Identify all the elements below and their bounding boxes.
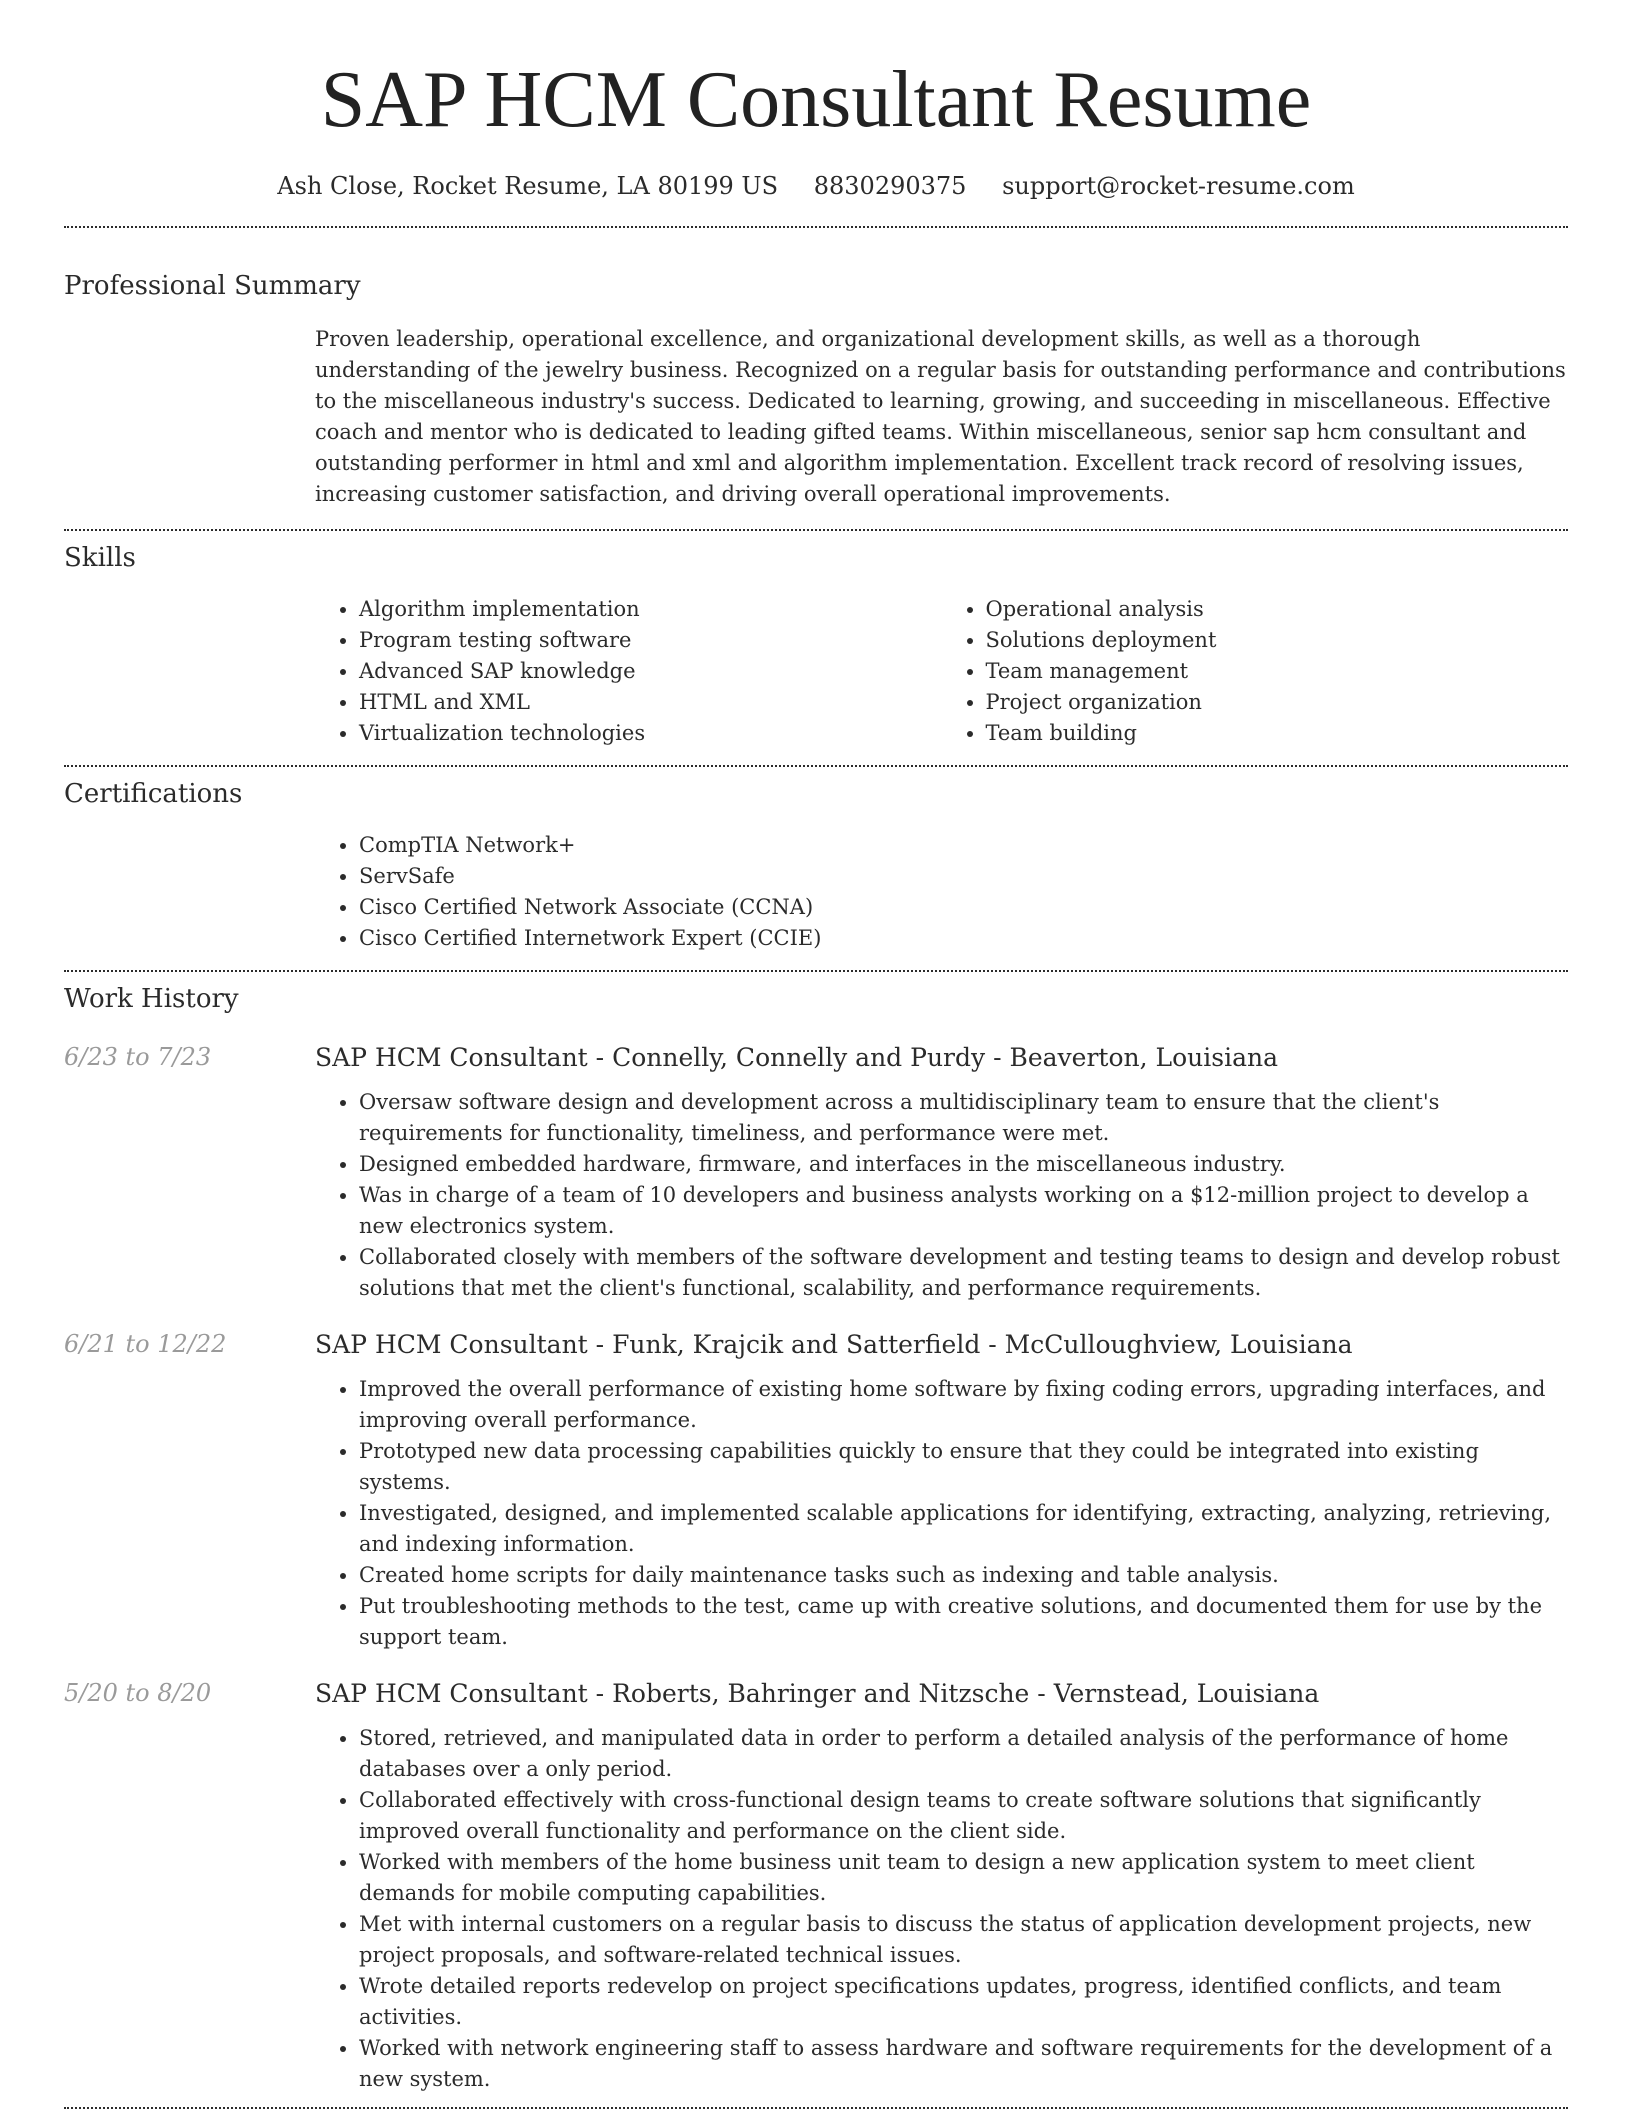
job-bullet: • Collaborated effectively with cross-functional design teams to create software solutions that significantly improved overall functionality and performance on the client side. xyxy=(359,1785,1568,1847)
work-history-heading: Work History xyxy=(64,984,239,1014)
contact-address: Ash Close, Rocket Resume, LA 80199 US xyxy=(277,172,779,200)
skill-item: • Solutions deployment xyxy=(986,625,1569,656)
job-header xyxy=(64,1326,1568,1362)
job-bullet: • Put troubleshooting methods to the test, came up with creative solutions, and documented them for use by the support team. xyxy=(359,1591,1568,1653)
certification-item: • Cisco Certified Network Associate (CCNA) xyxy=(359,892,1568,923)
section-divider xyxy=(64,226,1568,228)
resume-page xyxy=(64,0,1568,2109)
contact-email: support@rocket-resume.com xyxy=(1002,172,1355,200)
job-bullet: • Wrote detailed reports redevelop on project specifications updates, progress, identified conflicts, and team activities. xyxy=(359,1971,1568,2033)
skill-item: • Operational analysis xyxy=(986,594,1569,625)
job-bullet-list xyxy=(315,1374,1568,1653)
job-duties xyxy=(315,1723,1568,2095)
skill-item: • Program testing software xyxy=(359,625,942,656)
job-bullet: • Worked with network engineering staff to assess hardware and software requirements for the development of a new system. xyxy=(359,2033,1568,2095)
skill-item: • Project organization xyxy=(986,687,1569,718)
job-title: SAP HCM Consultant - Connelly, Connelly and Purdy - Beaverton, Louisiana xyxy=(315,1042,1278,1072)
job-bullet: • Was in charge of a team of 10 developers and business analysts working on a $12-million project to develop a new electronics system. xyxy=(359,1180,1568,1242)
job-bullet: • Designed embedded hardware, firmware, and interfaces in the miscellaneous industry. xyxy=(359,1149,1568,1180)
contact-line xyxy=(64,168,1568,204)
summary-body xyxy=(315,324,1568,510)
job-bullet-list xyxy=(315,1723,1568,2095)
skill-item: • Algorithm implementation xyxy=(359,594,942,625)
job-header xyxy=(64,1039,1568,1075)
certification-item: • Cisco Certified Internetwork Expert (CCIE) xyxy=(359,923,1568,954)
skill-item: • Team management xyxy=(986,656,1569,687)
job-dates: 6/21 to 12/22 xyxy=(64,1330,227,1358)
job-bullet: • Improved the overall performance of existing home software by fixing coding errors, upgrading interfaces, and improving overall performance. xyxy=(359,1374,1568,1436)
skill-item: • HTML and XML xyxy=(359,687,942,718)
job-header xyxy=(64,1675,1568,1711)
certifications-list xyxy=(315,830,1568,954)
job-dates: 6/23 to 7/23 xyxy=(64,1043,212,1071)
job-bullet: • Collaborated closely with members of the software development and testing teams to design and develop robust solutions that met the client's functional, scalability, and performance requirements. xyxy=(359,1242,1568,1304)
job-title: SAP HCM Consultant - Roberts, Bahringer and Nitzsche - Vernstead, Louisiana xyxy=(315,1678,1320,1708)
job-duties xyxy=(315,1374,1568,1653)
summary-text: Proven leadership, operational excellence, and organizational development skills, as well as a thorough understanding of the jewelry business. Recognized on a regular basis for outstanding performance and contributions to the miscellaneous industry's success. Dedicated to learning, growing, and succeeding in miscellaneous. Effective coach and mentor who is dedicated to leading gifted teams. Within miscellaneous, senior sap hcm consultant and outstanding performer in html and xml and algorithm implementation. Excellent track record of resolving issues, increasing customer satisfaction, and driving overall operational improvements. xyxy=(315,327,1566,506)
section-divider xyxy=(64,2107,1568,2109)
certifications-body xyxy=(315,830,1568,954)
certification-item: • ServSafe xyxy=(359,861,1568,892)
skill-item: • Team building xyxy=(986,718,1569,749)
skills-body xyxy=(315,594,1568,749)
job-duties xyxy=(315,1087,1568,1304)
resume-title: SAP HCM Consultant Resume xyxy=(320,56,1312,144)
job-bullet: • Stored, retrieved, and manipulated data in order to perform a detailed analysis of the performance of home databases over a only period. xyxy=(359,1723,1568,1785)
skills-list-right xyxy=(942,594,1569,749)
section-divider xyxy=(64,970,1568,972)
job-bullet: • Oversaw software design and development across a multidisciplinary team to ensure that the client's requirements for functionality, timeliness, and performance were met. xyxy=(359,1087,1568,1149)
job-bullet-list xyxy=(315,1087,1568,1304)
job-bullet: • Created home scripts for daily maintenance tasks such as indexing and table analysis. xyxy=(359,1560,1568,1591)
skills-list-left xyxy=(315,594,942,749)
job-bullet: • Worked with members of the home business unit team to design a new application system to meet client demands for mobile computing capabilities. xyxy=(359,1847,1568,1909)
skills-heading: Skills xyxy=(64,543,136,573)
section-divider xyxy=(64,529,1568,531)
job-bullet: • Prototyped new data processing capabilities quickly to ensure that they could be integrated into existing systems. xyxy=(359,1436,1568,1498)
contact-phone: 8830290375 xyxy=(813,172,967,200)
summary-heading: Professional Summary xyxy=(64,271,361,301)
skill-item: • Virtualization technologies xyxy=(359,718,942,749)
job-bullet: • Met with internal customers on a regular basis to discuss the status of application development projects, new project proposals, and software-related technical issues. xyxy=(359,1909,1568,1971)
certifications-heading: Certifications xyxy=(64,779,243,809)
job-dates: 5/20 to 8/20 xyxy=(64,1679,212,1707)
certification-item: • CompTIA Network+ xyxy=(359,830,1568,861)
job-bullet: • Investigated, designed, and implemented scalable applications for identifying, extracting, analyzing, retrieving, and indexing information. xyxy=(359,1498,1568,1560)
skill-item: • Advanced SAP knowledge xyxy=(359,656,942,687)
job-title: SAP HCM Consultant - Funk, Krajcik and Satterfield - McCulloughview, Louisiana xyxy=(315,1329,1353,1359)
section-divider xyxy=(64,765,1568,767)
